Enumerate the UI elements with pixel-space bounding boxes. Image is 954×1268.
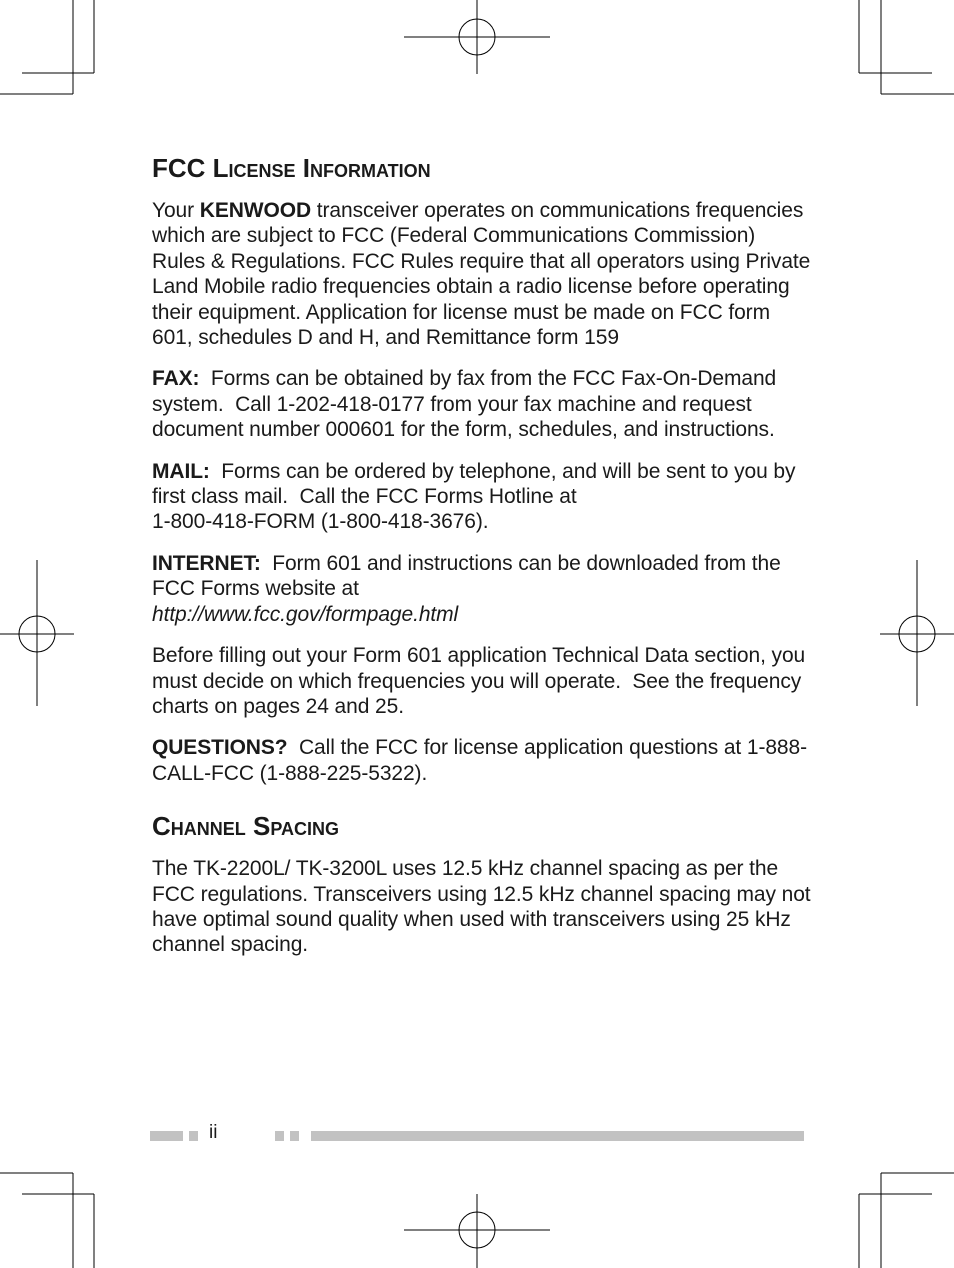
footer-bar-left xyxy=(150,1131,183,1141)
internet-paragraph xyxy=(152,551,812,627)
section-heading-channel-spacing: Channel Spacing xyxy=(152,811,340,842)
questions-label: QUESTIONS? xyxy=(152,736,288,760)
before-filling-paragraph: Before filling out your Form 601 application Technical Data section, you must decide on which frequencies you will operate. See the frequency charts on pages 24 and 25. xyxy=(152,644,811,718)
questions-text: Call the FCC for license application questions at 1-888-CALL-FCC (1-888-225-5322). xyxy=(152,736,807,785)
intro-prefix: Your xyxy=(152,199,200,222)
page-number: ii xyxy=(209,1122,218,1143)
mail-paragraph xyxy=(152,459,812,535)
internet-text: Form 601 and instructions can be downloaded from the FCC Forms website at xyxy=(152,551,787,601)
page-content xyxy=(152,150,812,974)
fax-paragraph xyxy=(152,366,812,442)
section-heading-fcc-license: FCC License Information xyxy=(152,153,431,183)
page-footer xyxy=(150,1122,804,1143)
internet-label: INTERNET: xyxy=(152,551,261,575)
mail-label: MAIL: xyxy=(152,459,210,483)
channel-spacing-paragraph: The TK-2200L/ TK-3200L uses 12.5 kHz channel spacing as per the FCC regulations. Transceivers using 12.5 kHz channel spacing may not have optimal sound quality when used with transceivers using 25 kHz channel spacing. xyxy=(152,857,811,957)
mail-phone: 1-800-418-FORM (1-800-418-3676). xyxy=(152,510,489,534)
footer-bar-square xyxy=(189,1131,198,1141)
mail-text: Forms can be ordered by telephone, and will be sent to you by first class mail. Call the FCC Forms Hotline at xyxy=(152,459,802,509)
brand-name: KENWOOD xyxy=(199,199,312,222)
fax-text: Forms can be obtained by fax from the FCC Fax-On-Demand system. Call 1-202-418-0177 from your fax machine and request document number 000601 for the form, schedules, and instructions. xyxy=(152,367,782,442)
fax-label: FAX: xyxy=(152,367,200,391)
footer-bar-square xyxy=(275,1131,284,1141)
questions-paragraph xyxy=(152,735,812,786)
fcc-forms-url: http://www.fcc.gov/formpage.html xyxy=(152,602,459,626)
license-intro-paragraph xyxy=(152,198,812,350)
footer-bar-square xyxy=(290,1131,299,1141)
intro-text: transceiver operates on communications frequencies which are subject to FCC (Federal Communications Commission) Rules & Regulations. FCC Rules require that all operators using Private Land Mobile radio frequencies obtain a radio license before operating their equipment. Application for license must be made on FCC form 601, schedules D and H, and Remittance form 159 xyxy=(152,199,811,350)
footer-bar-right xyxy=(311,1131,804,1141)
